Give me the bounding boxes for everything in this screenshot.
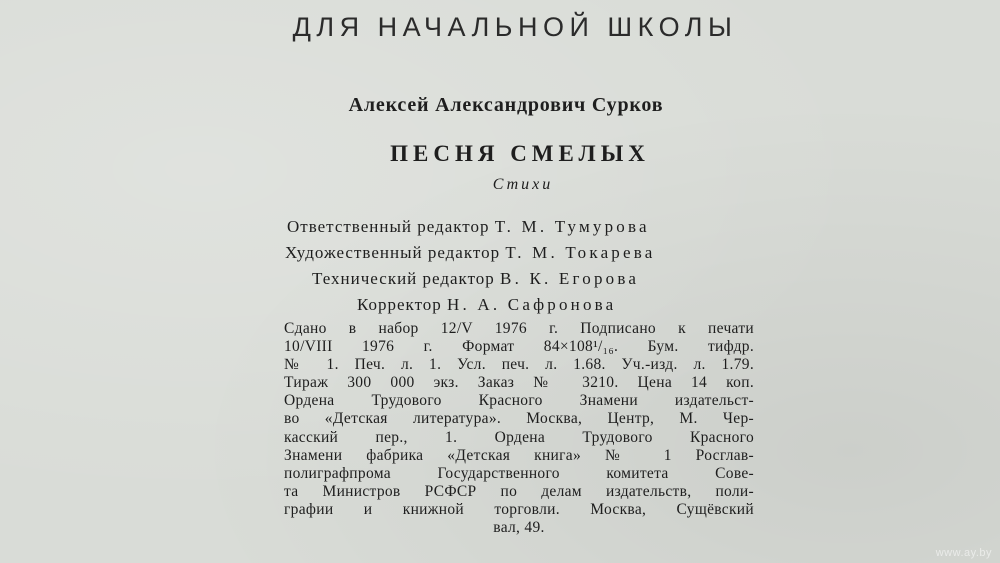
imprint-line: касский пер., 1. Ордена Трудового Красного xyxy=(284,428,754,446)
book-title: ПЕСНЯ СМЕЛЫХ xyxy=(390,141,650,166)
credit-row-proofreader xyxy=(357,295,616,315)
credit-row-responsible-editor xyxy=(287,217,650,237)
credit-role: Корректор xyxy=(357,295,442,314)
imprint-line: Ордена Трудового Красного Знамени издательст- xyxy=(284,392,754,410)
imprint-line: полиграфпрома Государственного комитета Сове- xyxy=(284,464,754,482)
site-watermark: www.ay.by xyxy=(935,547,992,559)
imprint-line: графии и книжной торговли. Москва, Сущёвский xyxy=(284,500,754,518)
imprint-line: Тираж 300 000 экз. Заказ № 3210. Цена 14 коп. xyxy=(284,374,754,392)
imprint-line: Сдано в набор 12/V 1976 г. Подписано к печати xyxy=(284,320,754,337)
credit-role: Технический редактор xyxy=(312,269,495,288)
credit-row-technical-editor xyxy=(312,269,639,289)
imprint-line: та Министров РСФСР по делам издательств, поли- xyxy=(284,482,754,500)
author-name: Алексей Александрович Сурков xyxy=(348,94,664,116)
credit-person: Т. М. Тумурова xyxy=(494,217,650,236)
credit-row-art-editor xyxy=(285,243,656,263)
imprint-paragraph xyxy=(284,320,754,537)
credit-person: Н. А. Сафронова xyxy=(447,295,617,314)
imprint-line: № 1. Печ. л. 1. Усл. печ. л. 1.68. Уч.-изд. л. 1.79. xyxy=(284,356,754,374)
imprint-line: Знамени фабрика «Детская книга» № 1 Росглав- xyxy=(284,446,754,464)
credit-role: Ответственный редактор xyxy=(287,217,490,236)
book-subtitle: Стихи xyxy=(492,176,554,193)
imprint-line: вал, 49. xyxy=(493,519,545,537)
imprint-line: 10/VIII 1976 г. Формат 84×108¹/₁₆. Бум. тифдр. xyxy=(284,338,754,356)
credit-role: Художественный редактор xyxy=(285,243,501,262)
imprint-line: во «Детская литература». Москва, Центр, М. Чер- xyxy=(284,410,754,428)
series-heading: ДЛЯ НАЧАЛЬНОЙ ШКОЛЫ xyxy=(292,12,738,42)
credit-person: В. К. Егорова xyxy=(500,269,640,288)
credit-person: Т. М. Токарева xyxy=(505,243,656,262)
